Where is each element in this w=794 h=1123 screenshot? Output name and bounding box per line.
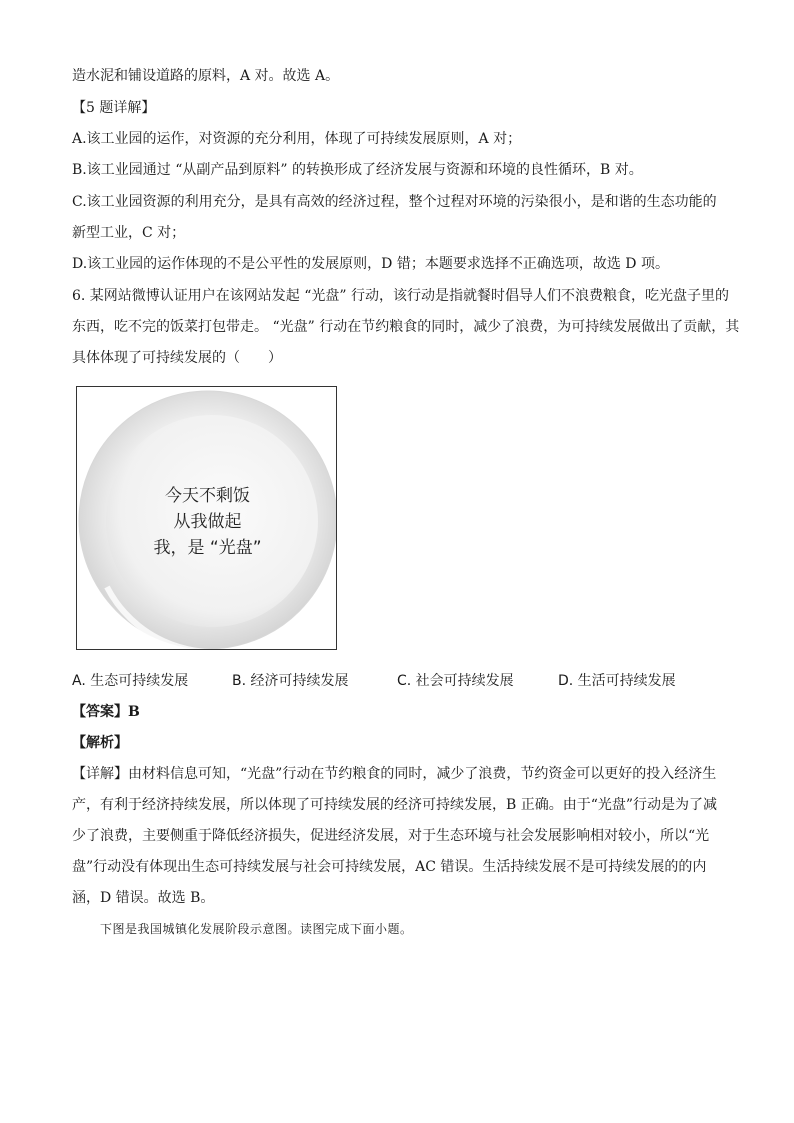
detail-line: 盘”行动没有体现出生态可持续发展与社会可持续发展，AC 错误。生活持续发展不是可持续发展的的内 <box>72 859 707 875</box>
question-text: 东西，吃不完的饭菜打包带走。 “光盘” 行动在节约粮食的同时，减少了浪费，为可持续发展做出了贡献，其 <box>72 319 740 335</box>
text-line: D.该工业园的运作体现的不是公平性的发展原则，D 错；本题要求选择不正确选项，故选 D 项。 <box>72 256 669 272</box>
answer-options <box>72 670 732 690</box>
text-line: 造水泥和铺设道路的原料，A 对。故选 A。 <box>72 68 340 84</box>
text-line: B.该工业园通过 “从副产品到原料” 的转换形成了经济发展与资源和环境的良性循环，B 对。 <box>72 162 643 178</box>
text-line: A.该工业园的运作，对资源的充分利用，体现了可持续发展原则，A 对； <box>72 131 522 147</box>
answer-label: 【答案】B <box>72 704 140 720</box>
section-heading: 【5 题详解】 <box>72 100 156 116</box>
question-text: 6. 某网站微博认证用户在该网站发起 “光盘” 行动，该行动是指就餐时倡导人们不浪费粮食，吃光盘子里的 <box>72 288 730 304</box>
detail-line: 【详解】由材料信息可知，“光盘”行动在节约粮食的同时，减少了浪费，节约资金可以更好的投入经济生 <box>72 766 717 782</box>
option-d: D. 生活可持续发展 <box>558 673 676 689</box>
option-b: B. 经济可持续发展 <box>232 673 349 689</box>
text-line: C.该工业园资源的利用充分，是具有高效的经济过程，整个过程对环境的污染很小，是和谐的生态功能的 <box>72 194 717 210</box>
plate-image <box>76 386 337 650</box>
question-text: 具体体现了可持续发展的（ ） <box>72 350 282 366</box>
option-c: C. 社会可持续发展 <box>397 673 514 689</box>
analysis-heading: 【解析】 <box>72 735 128 751</box>
detail-line: 涵，D 错误。故选 B。 <box>72 890 215 906</box>
text-line: 新型工业，C 对； <box>72 225 186 241</box>
detail-line: 少了浪费，主要侧重于降低经济损失，促进经济发展，对于生态环境与社会发展影响相对较小，所以“光 <box>72 828 710 844</box>
plate-slogan-line: 从我做起 <box>173 512 242 532</box>
next-question-intro: 下图是我国城镇化发展阶段示意图。读图完成下面小题。 <box>100 922 413 936</box>
plate-slogan-line: 我，是 “光盘” <box>153 538 262 558</box>
plate-slogan-line: 今天不剩饭 <box>165 486 250 506</box>
option-a: A. 生态可持续发展 <box>72 673 189 689</box>
detail-line: 产，有利于经济持续发展，所以体现了可持续发展的经济可持续发展，B 正确。由于“光盘”行动是为了减 <box>72 797 718 813</box>
